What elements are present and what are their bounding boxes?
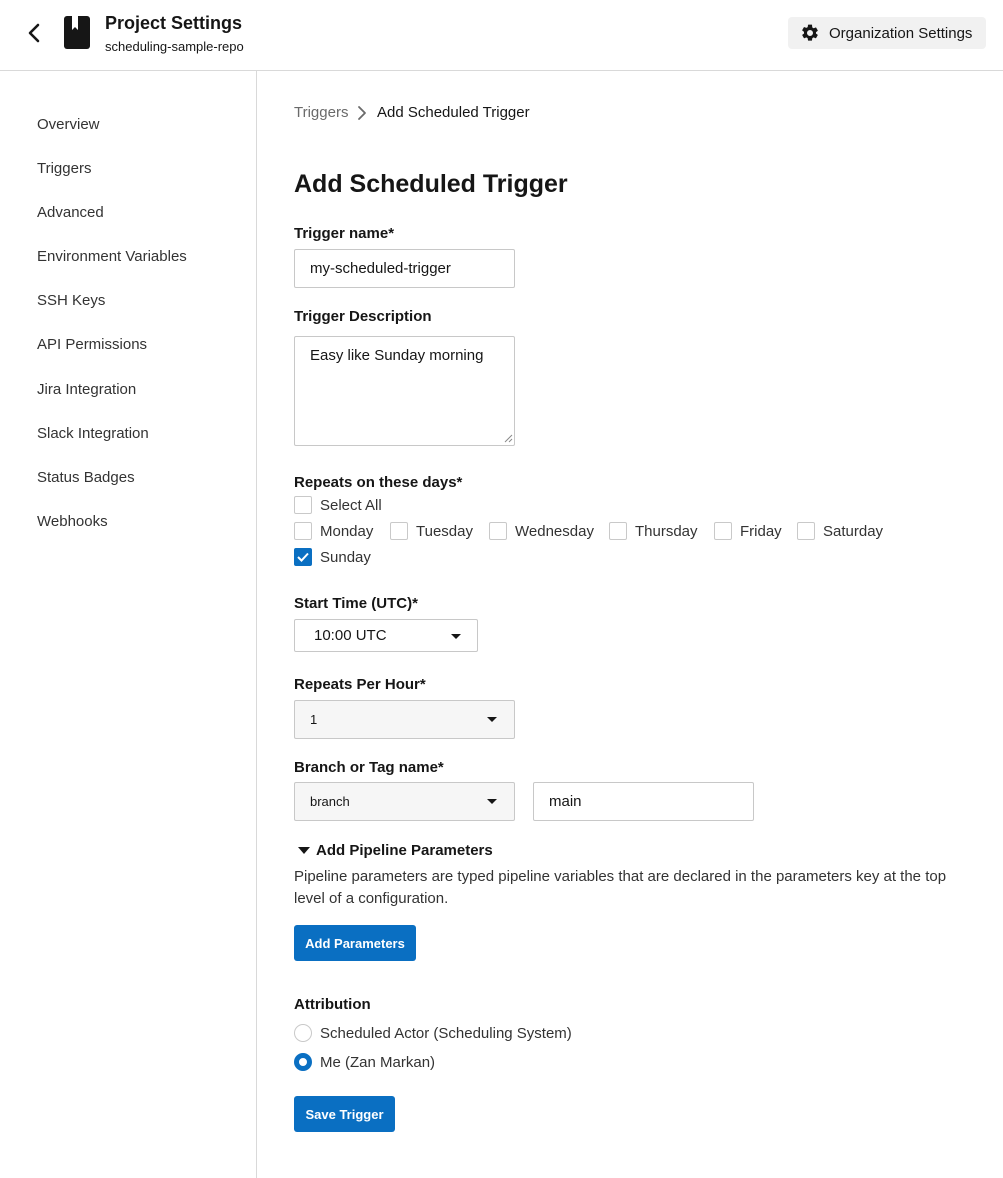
breadcrumb-triggers-link[interactable]: Triggers [294,104,349,121]
caret-down-icon [487,799,497,804]
trigger-name-label: Trigger name* [294,225,395,242]
trigger-description-label: Trigger Description [294,308,432,325]
triangle-down-icon [298,847,310,854]
caret-down-icon [487,717,497,722]
checkbox-tuesday[interactable] [390,522,473,540]
checkbox-label: Thursday [635,522,698,540]
checkmark-icon [297,552,309,562]
app-header [0,0,1003,71]
resize-grip-icon[interactable] [504,434,513,443]
checkbox-label: Select All [320,496,382,514]
radio-button[interactable] [294,1024,312,1042]
start-time-select[interactable] [294,619,478,652]
branch-tag-label: Branch or Tag name* [294,759,444,776]
radio-button-selected[interactable] [294,1053,312,1071]
checkbox-monday[interactable] [294,522,373,540]
project-name: scheduling-sample-repo [105,39,244,54]
settings-sidebar [0,71,257,1178]
sidebar-item-api-permissions[interactable]: API Permissions [37,336,148,353]
radio-me[interactable] [294,1053,435,1071]
gear-icon [800,23,820,43]
checkbox-label: Wednesday [515,522,594,540]
checkbox-thursday[interactable] [609,522,698,540]
checkbox-box[interactable] [714,522,732,540]
checkbox-label: Monday [320,522,374,540]
trigger-description-textarea[interactable] [294,336,515,446]
bookmark-icon [64,16,90,49]
branch-type-value: branch [310,794,350,809]
branch-name-input[interactable] [533,782,754,821]
pipeline-parameters-label: Add Pipeline Parameters [316,842,493,859]
organization-settings-button[interactable] [788,17,986,49]
sidebar-item-webhooks[interactable]: Webhooks [37,513,108,530]
checkbox-label: Tuesday [416,522,473,540]
checkbox-box-checked[interactable] [294,548,312,566]
checkbox-box[interactable] [797,522,815,540]
sidebar-item-status-badges[interactable]: Status Badges [37,469,135,486]
start-time-label: Start Time (UTC)* [294,595,418,612]
sidebar-item-overview[interactable]: Overview [37,116,100,133]
save-trigger-button[interactable]: Save Trigger [294,1096,395,1132]
checkbox-select-all[interactable] [294,496,382,514]
sidebar-item-environment-variables[interactable]: Environment Variables [37,248,187,265]
sidebar-item-slack-integration[interactable]: Slack Integration [37,425,149,442]
chevron-right-icon [357,105,367,121]
repeats-per-hour-value: 1 [310,712,318,727]
checkbox-saturday[interactable] [797,522,883,540]
form-title: Add Scheduled Trigger [294,170,568,198]
checkbox-label: Saturday [823,522,884,540]
radio-scheduled-actor[interactable] [294,1024,572,1042]
sidebar-item-ssh-keys[interactable]: SSH Keys [37,292,106,309]
repeats-per-hour-label: Repeats Per Hour* [294,676,426,693]
add-parameters-button[interactable]: Add Parameters [294,925,416,961]
checkbox-box[interactable] [609,522,627,540]
checkbox-box[interactable] [390,522,408,540]
checkbox-sunday[interactable] [294,548,371,566]
repeats-per-hour-select[interactable] [294,700,515,739]
checkbox-box[interactable] [294,496,312,514]
checkbox-label: Sunday [320,548,371,566]
attribution-label: Attribution [294,996,371,1013]
sidebar-item-jira-integration[interactable]: Jira Integration [37,381,137,398]
back-button[interactable] [22,20,46,46]
radio-label: Scheduled Actor (Scheduling System) [320,1024,572,1042]
pipeline-parameters-toggle[interactable] [298,842,493,859]
checkbox-box[interactable] [489,522,507,540]
branch-type-select[interactable] [294,782,515,821]
checkbox-label: Friday [740,522,782,540]
checkbox-friday[interactable] [714,522,782,540]
checkbox-wednesday[interactable] [489,522,594,540]
organization-settings-label: Organization Settings [829,24,973,42]
repeats-days-label: Repeats on these days* [294,474,463,491]
breadcrumb-current: Add Scheduled Trigger [377,104,530,121]
chevron-left-icon [27,23,41,43]
checkbox-box[interactable] [294,522,312,540]
trigger-name-input[interactable] [294,249,515,288]
pipeline-parameters-help: Pipeline parameters are typed pipeline variables that are declared in the parameters key at the top level of a configuration. [294,868,947,907]
sidebar-item-triggers[interactable]: Triggers [37,160,92,177]
start-time-value: 10:00 UTC [314,627,387,644]
caret-down-icon [451,634,461,639]
sidebar-item-advanced[interactable]: Advanced [37,204,104,221]
page-title: Project Settings [105,13,243,33]
radio-label: Me (Zan Markan) [320,1053,436,1071]
